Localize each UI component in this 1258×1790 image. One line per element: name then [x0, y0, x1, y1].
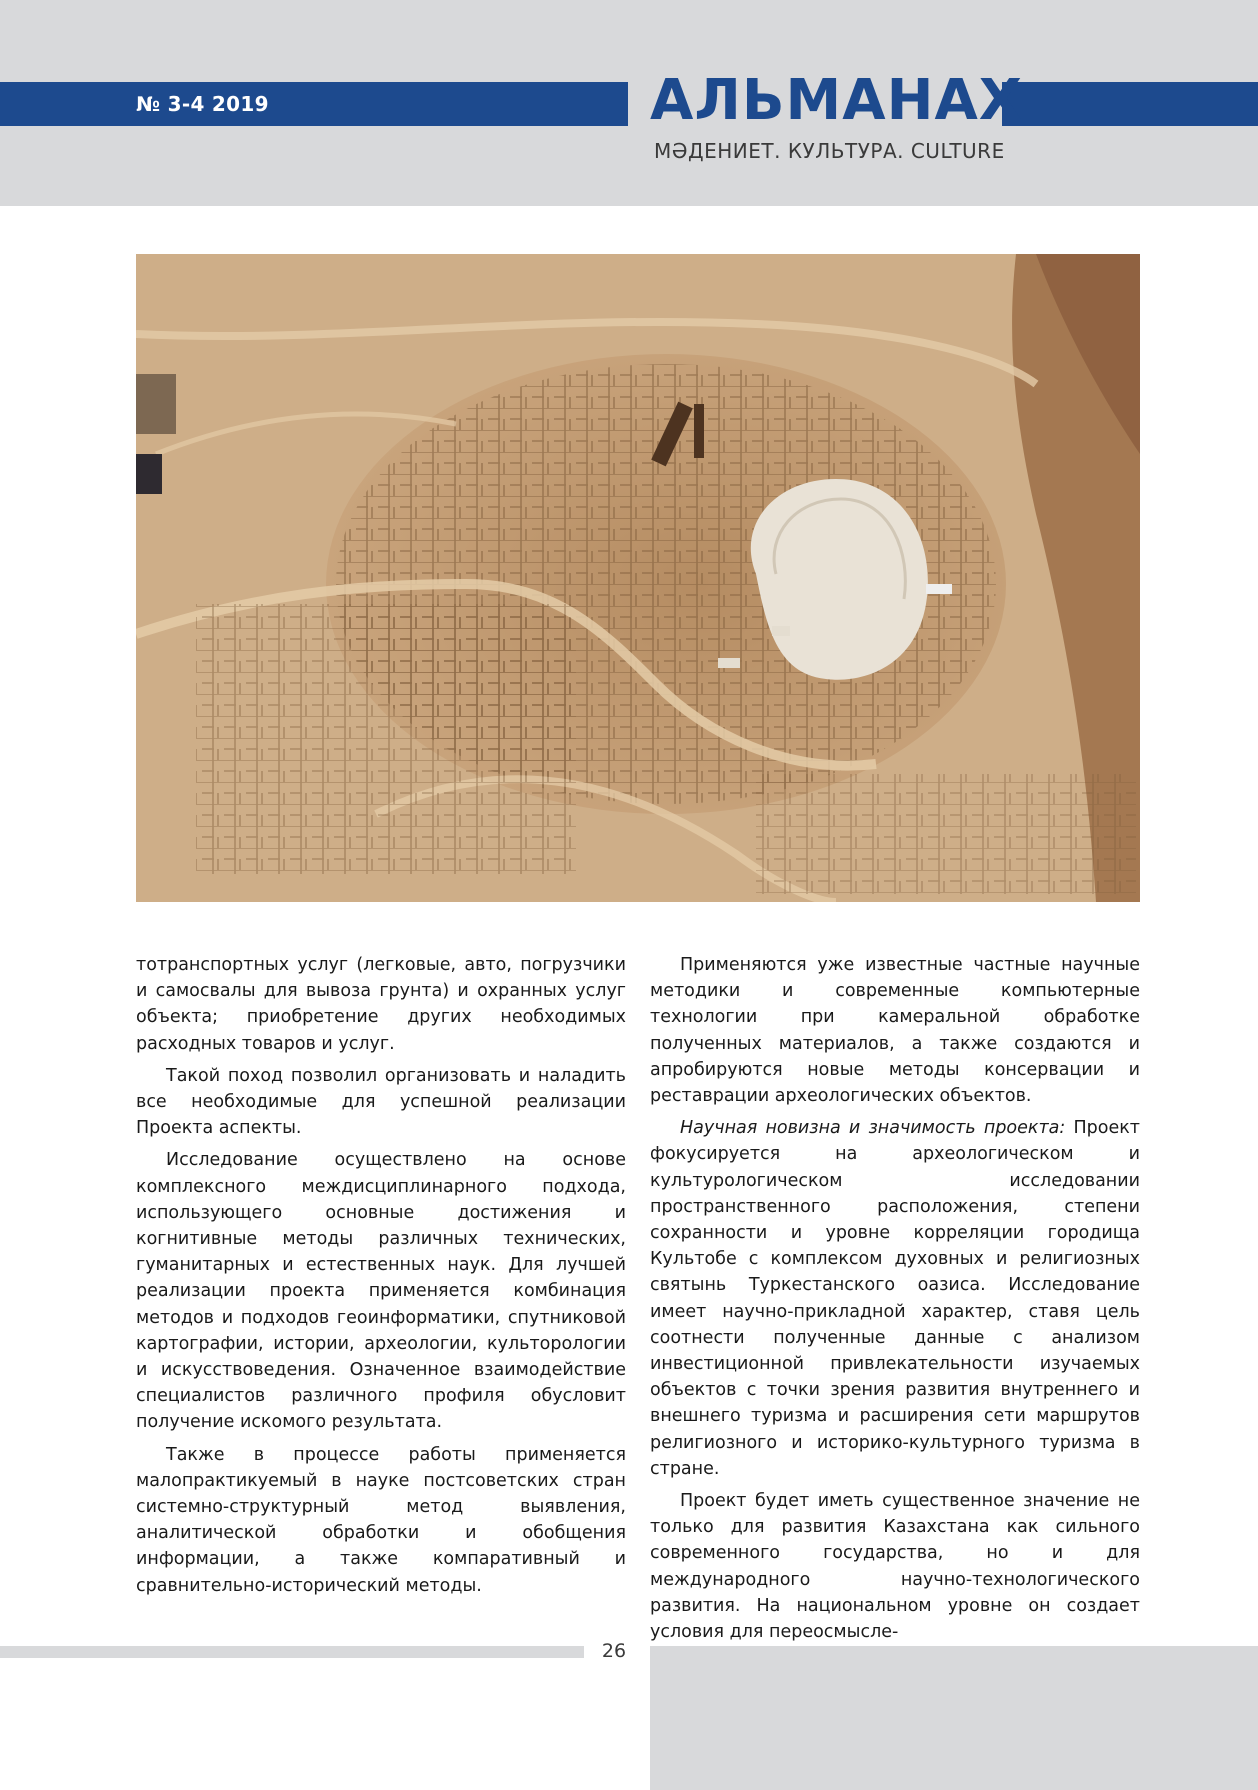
- paragraph: Исследование осуществлено на основе комплексного междисциплинарного подхода, использующего основные достижения и когнитивные методы различных технических, гуманитарных и естественных наук. Для лучшей реализации проекта применяется комбинация методов и подходов геоинформатики, спутниковой картографии, истории, археологии, культорологии и искусствоведения. Означенное взаимодействие специалистов различного профиля обусловит получение искомого результата.: [136, 1150, 626, 1433]
- left-text-column: [136, 952, 626, 1605]
- header-bar-left: [0, 82, 628, 126]
- italic-lead: Научная новизна и значимость проекта:: [680, 1118, 1066, 1139]
- footer-rule: [0, 1646, 584, 1658]
- paragraph-body: Проект фокусируется на археологическом и культурологическом исследовании пространственного расположения, степени сохранности и уровне корреляции городища Культобе с комплексом духовных и религиозных святынь Туркестанского оазиса. Исследование имеет научно-прикладной характер, ставя цель соотнести полученные данные с анализом инвестиционной привлекательности изучаемых объектов с точки зрения развития внутреннего и внешнего туризма и расширения сети маршрутов религиозного и историко-культурного туризма в стране.: [650, 1118, 1140, 1479]
- paragraph: Проект будет иметь существенное значение не только для развития Казахстана как сильного современного государства, но и для международного научно-технологического развития. На национальном уровне он создает условия для переосмысле-: [650, 1491, 1140, 1643]
- paragraph: Также в процессе работы применяется малопрактикуемый в науке постсоветских стран системно-структурный метод выявления, аналитической обработки и обобщения информации, а также компаративный и сравнительно-исторический методы.: [136, 1444, 626, 1596]
- page-number: 26: [601, 1640, 627, 1662]
- paragraph: тотранспортных услуг (легковые, авто, погрузчики и самосвалы для вывоза грунта) и охранных услуг объекта; приобретение других необходимых расходных товаров и услуг.: [136, 955, 626, 1054]
- paragraph: [650, 1115, 1140, 1482]
- paragraph: Такой поход позволил организовать и наладить все необходимые для успешной реализации Проекта аспекты.: [136, 1065, 626, 1139]
- aerial-excavation-photo: [136, 254, 1140, 902]
- right-text-column: [650, 952, 1140, 1651]
- footer-band: [650, 1646, 1258, 1790]
- journal-title: АЛЬМАНАХ: [650, 68, 1023, 133]
- journal-subtitle: МӘДЕНИЕТ. КУЛЬТУРА. CULTURE: [654, 139, 1005, 163]
- issue-number: № 3-4 2019: [136, 92, 269, 116]
- header-bar-right: [1002, 82, 1258, 126]
- page-header: [0, 0, 1258, 206]
- paragraph: Применяются уже известные частные научные методики и современные компьютерные технологии при камеральной обработке полученных материалов, а также создаются и апробируются новые методы консервации и реставрации археологических объектов.: [650, 955, 1140, 1107]
